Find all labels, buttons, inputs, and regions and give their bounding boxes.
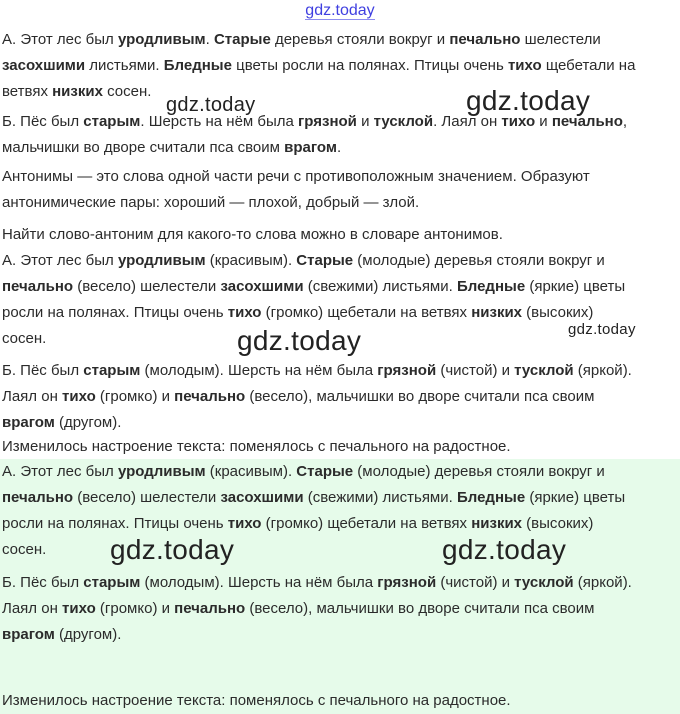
text-run: (весело) шелестели	[73, 489, 221, 506]
text-run: шелестели	[520, 31, 601, 48]
answer-section-b	[0, 570, 680, 648]
watermark-text: gdz.today	[466, 85, 591, 116]
text-run: А. Этот лес был	[2, 463, 118, 480]
text-line	[0, 485, 680, 511]
keyword: печально	[2, 278, 74, 295]
text-run: А. Этот лес был	[2, 31, 118, 48]
text-run: (молодые) деревья стояли вокруг и	[353, 463, 605, 480]
keyword: старым	[83, 113, 141, 130]
keyword: печально	[551, 113, 623, 130]
text-line	[0, 164, 680, 190]
text-run: ,	[622, 113, 628, 130]
keyword: врагом	[2, 626, 55, 643]
text-run: (высоких)	[522, 304, 594, 321]
text-run: мальчишки во дворе считали пса своим	[2, 139, 285, 156]
text-line	[0, 53, 680, 79]
section-b-antonyms	[0, 358, 680, 436]
text-run: (молодые) деревья стояли вокруг и	[353, 252, 605, 269]
keyword: Старые	[213, 31, 271, 48]
watermark-text: gdz.today	[110, 534, 235, 565]
text-run: (свежими) листьями.	[303, 278, 457, 295]
text-run: (яркой).	[573, 574, 632, 591]
keyword: грязной	[377, 574, 437, 591]
text-run: листьями.	[85, 57, 164, 74]
text-line	[0, 248, 680, 274]
keyword: тихо	[227, 304, 262, 321]
text-run: (громко) щебетали на ветвях	[261, 304, 472, 321]
keyword: тихо	[62, 388, 96, 405]
watermark-text: gdz.today	[442, 534, 567, 565]
text-run: (красивым).	[205, 252, 297, 269]
text-run: (другом).	[54, 414, 122, 431]
text-line	[0, 459, 680, 485]
keyword: печально	[449, 31, 521, 48]
text-run: (громко) и	[95, 388, 175, 405]
keyword: врагом	[284, 139, 337, 156]
keyword: тихо	[501, 113, 536, 130]
text-line	[0, 410, 680, 436]
text-run: (громко) и	[95, 600, 175, 617]
header-watermark: gdz.today	[305, 2, 375, 19]
keyword: засохшими	[2, 57, 86, 74]
text-line	[0, 190, 680, 216]
keyword: тусклой	[514, 362, 574, 379]
keyword: тихо	[62, 600, 96, 617]
text-run: щебетали на	[541, 57, 636, 74]
text-line	[0, 274, 680, 300]
text-run: (свежими) листьями.	[303, 489, 457, 506]
text-run: (чистой) и	[436, 574, 515, 591]
answer-section-a	[0, 459, 680, 563]
text-run: Изменилось настроение текста: поменялось с печального на радостное.	[2, 438, 511, 455]
text-run: сосен.	[2, 330, 47, 347]
text-line	[0, 596, 680, 622]
keyword: тихо	[507, 57, 542, 74]
text-run: Антонимы — это слова одной части речи с противоположным значением. Образуют	[2, 168, 590, 185]
text-run: (яркой).	[573, 362, 632, 379]
watermark-text: gdz.today	[237, 325, 362, 356]
keyword: печально	[174, 388, 246, 405]
keyword: грязной	[298, 113, 357, 130]
text-line	[0, 135, 680, 161]
text-run: .	[336, 139, 342, 156]
text-run: Б. Пёс был	[2, 362, 84, 379]
text-run: (высоких)	[522, 515, 594, 532]
text-line	[0, 534, 680, 565]
text-run: антонимические пары: хороший — плохой, добрый — злой.	[2, 194, 420, 211]
text-run: (другом).	[54, 626, 122, 643]
keyword: грязной	[377, 362, 437, 379]
text-line	[0, 222, 680, 248]
text-run: Изменилось настроение текста: поменялось с печального на радостное.	[2, 692, 511, 709]
text-line	[0, 434, 680, 460]
text-run: (чистой) и	[436, 362, 515, 379]
keyword: засохшими	[220, 278, 304, 295]
keyword: тихо	[227, 515, 262, 532]
keyword: Бледные	[163, 57, 232, 74]
text-run: А. Этот лес был	[2, 252, 118, 269]
text-line	[0, 384, 680, 410]
keyword: печально	[174, 600, 246, 617]
keyword: низких	[52, 83, 103, 100]
text-run: .	[205, 31, 214, 48]
text-run: ветвях	[2, 83, 53, 100]
text-run: (весело) шелестели	[73, 278, 221, 295]
keyword: уродливым	[117, 252, 206, 269]
text-line	[0, 358, 680, 384]
text-run: деревья стояли вокруг и	[270, 31, 450, 48]
dictionary-note	[0, 222, 680, 248]
text-run: (яркие) цветы	[525, 489, 626, 506]
keyword: тусклой	[373, 113, 434, 130]
antonyms-definition	[0, 164, 680, 216]
text-run: (молодым). Шерсть на нём была	[140, 362, 378, 379]
text-run: . Лаял он	[433, 113, 502, 130]
text-run: (весело), мальчишки во дворе считали пса своим	[245, 388, 595, 405]
text-run: цветы росли на полянах. Птицы очень	[231, 57, 508, 74]
text-run: росли на полянах. Птицы очень	[2, 515, 228, 532]
text-run: и	[356, 113, 374, 130]
keyword: уродливым	[117, 31, 206, 48]
watermark-text: gdz.today	[166, 94, 256, 116]
text-run: (красивым).	[205, 463, 297, 480]
text-run: (весело), мальчишки во дворе считали пса своим	[245, 600, 595, 617]
text-run: Б. Пёс был	[2, 574, 84, 591]
text-run: и	[535, 113, 552, 130]
text-line	[0, 622, 680, 648]
keyword: Старые	[296, 252, 354, 269]
text-run: (молодым). Шерсть на нём была	[140, 574, 378, 591]
keyword: засохшими	[220, 489, 304, 506]
keyword: Бледные	[456, 489, 526, 506]
keyword: врагом	[2, 414, 55, 431]
text-run: (яркие) цветы	[525, 278, 626, 295]
text-run: Лаял он	[2, 388, 63, 405]
answer-mood-change-note	[0, 688, 680, 714]
text-run: сосен.	[2, 541, 47, 558]
keyword: печально	[2, 489, 74, 506]
text-run: . Шерсть на нём была	[140, 113, 299, 130]
keyword: Бледные	[456, 278, 526, 295]
keyword: Старые	[296, 463, 354, 480]
keyword: тусклой	[514, 574, 574, 591]
text-run: (громко) щебетали на ветвях	[261, 515, 472, 532]
keyword: низких	[471, 515, 523, 532]
text-line	[0, 511, 680, 537]
text-run: Б. Пёс был	[2, 113, 84, 130]
text-line	[0, 27, 680, 53]
text-run: сосен.	[102, 83, 152, 100]
text-run: Лаял он	[2, 600, 63, 617]
text-line	[0, 688, 680, 714]
text-line	[0, 570, 680, 596]
keyword: низких	[471, 304, 523, 321]
section-b-original	[0, 109, 680, 161]
text-run: росли на полянах. Птицы очень	[2, 304, 228, 321]
keyword: старым	[83, 362, 141, 379]
text-run: Найти слово-антоним для какого-то слова можно в словаре антонимов.	[2, 226, 503, 243]
watermark-text: gdz.today	[568, 321, 636, 338]
mood-change-note	[0, 434, 680, 460]
keyword: уродливым	[117, 463, 206, 480]
keyword: старым	[83, 574, 141, 591]
